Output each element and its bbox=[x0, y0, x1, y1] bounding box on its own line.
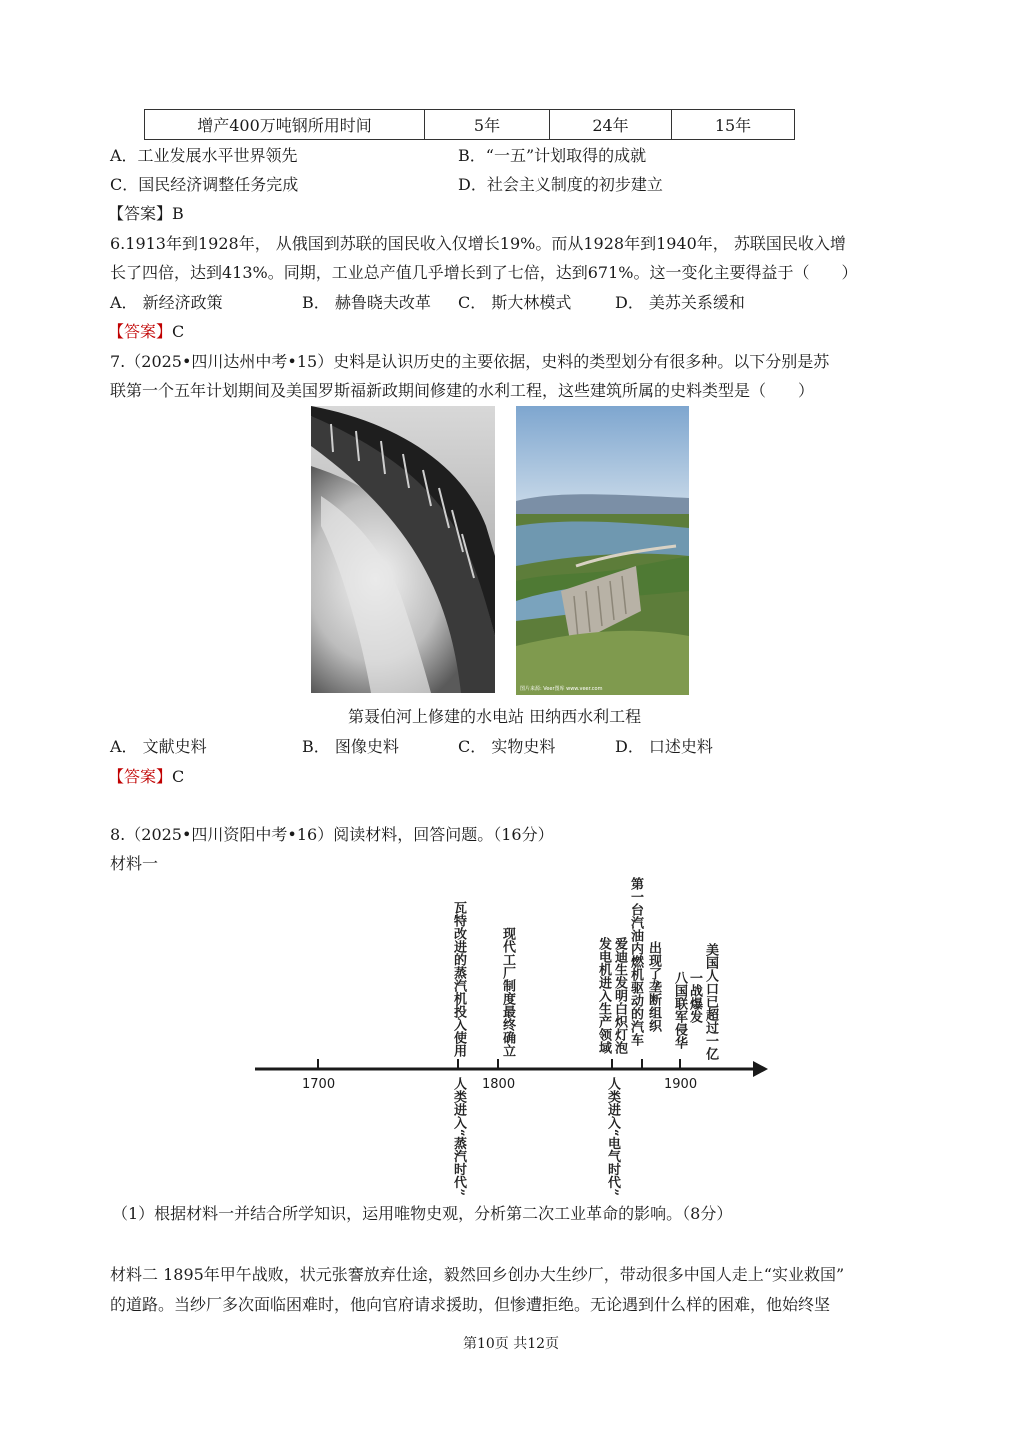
q6-option-d: D． 美苏关系缓和 bbox=[615, 293, 745, 312]
q7-stem-line1: 7.（2025•四川达州中考•15）史料是认识历史的主要依据，史料的类型划分有很多种。以下分别是苏 bbox=[110, 352, 830, 371]
q6-stem-line1: 6.1913年到1928年， 从俄国到苏联的国民收入仅增长19%。而从1928年到1940年， 苏联国民收入增 bbox=[110, 234, 846, 253]
table-cell: 15年 bbox=[672, 110, 795, 140]
photo-watermark: 图片来源: Veer图库 www.veer.com bbox=[520, 686, 603, 692]
table-row-label: 增产400万吨钢所用时间 bbox=[145, 110, 425, 140]
tennessee-dam-illustration bbox=[516, 406, 689, 695]
q8-subquestion-1: （1）根据材料一并结合所学知识，运用唯物史观，分析第二次工业革命的影响。（8分） bbox=[112, 1204, 733, 1223]
dnieper-dam-illustration bbox=[311, 406, 495, 693]
q7-option-c: C． 实物史料 bbox=[458, 737, 556, 756]
timeline-event: 出现了垄断组织 bbox=[646, 941, 661, 1032]
dnieper-dam-photo bbox=[311, 406, 495, 693]
table-cell: 24年 bbox=[550, 110, 672, 140]
answer-value: C bbox=[172, 322, 185, 341]
timeline-event: 一战爆发 bbox=[687, 971, 702, 1023]
q7-stem-line2: 联第一个五年计划期间及美国罗斯福新政期间修建的水利工程，这些建筑所属的史料类型是（ ） bbox=[110, 381, 815, 400]
table-row bbox=[145, 110, 795, 140]
q5-answer bbox=[108, 201, 184, 224]
timeline-event: 瓦特改进的蒸汽机投入使用 bbox=[451, 901, 466, 1057]
q5-option-c: C．国民经济调整任务完成 bbox=[110, 175, 299, 194]
tick-label-1900: 1900 bbox=[664, 1077, 698, 1092]
q5-option-d: D．社会主义制度的初步建立 bbox=[458, 175, 663, 194]
q6-option-b: B． 赫鲁晓夫改革 bbox=[302, 293, 431, 312]
q7-image-caption: 第聂伯河上修建的水电站 田纳西水利工程 bbox=[348, 707, 642, 726]
timeline-event: 美国人口已超过一亿 bbox=[703, 943, 718, 1060]
timeline-era: 人类进入“蒸汽时代” bbox=[451, 1077, 466, 1196]
q6-option-a: A． 新经济政策 bbox=[110, 293, 223, 312]
q8-stem-line1: 8.（2025•四川资阳中考•16）阅读材料，回答问题。（16分） bbox=[110, 825, 554, 844]
q6-option-c: C． 斯大林模式 bbox=[458, 293, 572, 312]
q5-option-a: A．工业发展水平世界领先 bbox=[110, 146, 298, 165]
q7-answer bbox=[108, 764, 184, 787]
answer-label: 【答案】 bbox=[108, 204, 173, 223]
timeline-event: 爱迪生发明白炽灯泡 bbox=[612, 937, 627, 1054]
answer-label: 【答案】 bbox=[108, 767, 173, 786]
tick-label-1800: 1800 bbox=[482, 1077, 516, 1092]
tennessee-dam-photo bbox=[516, 406, 689, 695]
q8-material1-label: 材料一 bbox=[110, 854, 159, 873]
answer-value: B bbox=[172, 204, 184, 223]
timeline-event: 发电机进入生产领域 bbox=[596, 937, 611, 1054]
page-footer: 第10页 共12页 bbox=[462, 1336, 560, 1352]
q8-material2-line1: 材料二 1895年甲午战败，状元张謇放弃仕途，毅然回乡创办大生纱厂，带动很多中国人走上“实业救国” bbox=[110, 1265, 845, 1284]
q7-option-d: D． 口述史料 bbox=[615, 737, 713, 756]
timeline-event: 八国联军侵华 bbox=[672, 971, 687, 1049]
q5-option-b: B．“一五”计划取得的成就 bbox=[458, 146, 647, 165]
table-cell: 5年 bbox=[425, 110, 550, 140]
timeline-event: 现代工厂制度最终确立 bbox=[500, 927, 515, 1057]
timeline-era: 人类进入“电气时代” bbox=[605, 1077, 620, 1196]
answer-label: 【答案】 bbox=[108, 322, 173, 341]
tick-label-1700: 1700 bbox=[302, 1077, 336, 1092]
steel-table bbox=[144, 109, 795, 140]
q7-option-b: B． 图像史料 bbox=[302, 737, 399, 756]
answer-value: C bbox=[172, 767, 185, 786]
timeline-event: 第一台汽油内燃机驱动的汽车 bbox=[628, 877, 643, 1046]
q6-answer bbox=[108, 319, 184, 342]
q8-material2-line2: 的道路。当纱厂多次面临困难时，他向官府请求援助，但惨遭拒绝。无论遇到什么样的困难，他始终坚 bbox=[110, 1295, 831, 1314]
q7-option-a: A． 文献史料 bbox=[110, 737, 207, 756]
q6-stem-line2: 长了四倍，达到413%。同期，工业总产值几乎增长到了七倍，达到671%。这一变化主要得益于（ ） bbox=[110, 263, 858, 282]
